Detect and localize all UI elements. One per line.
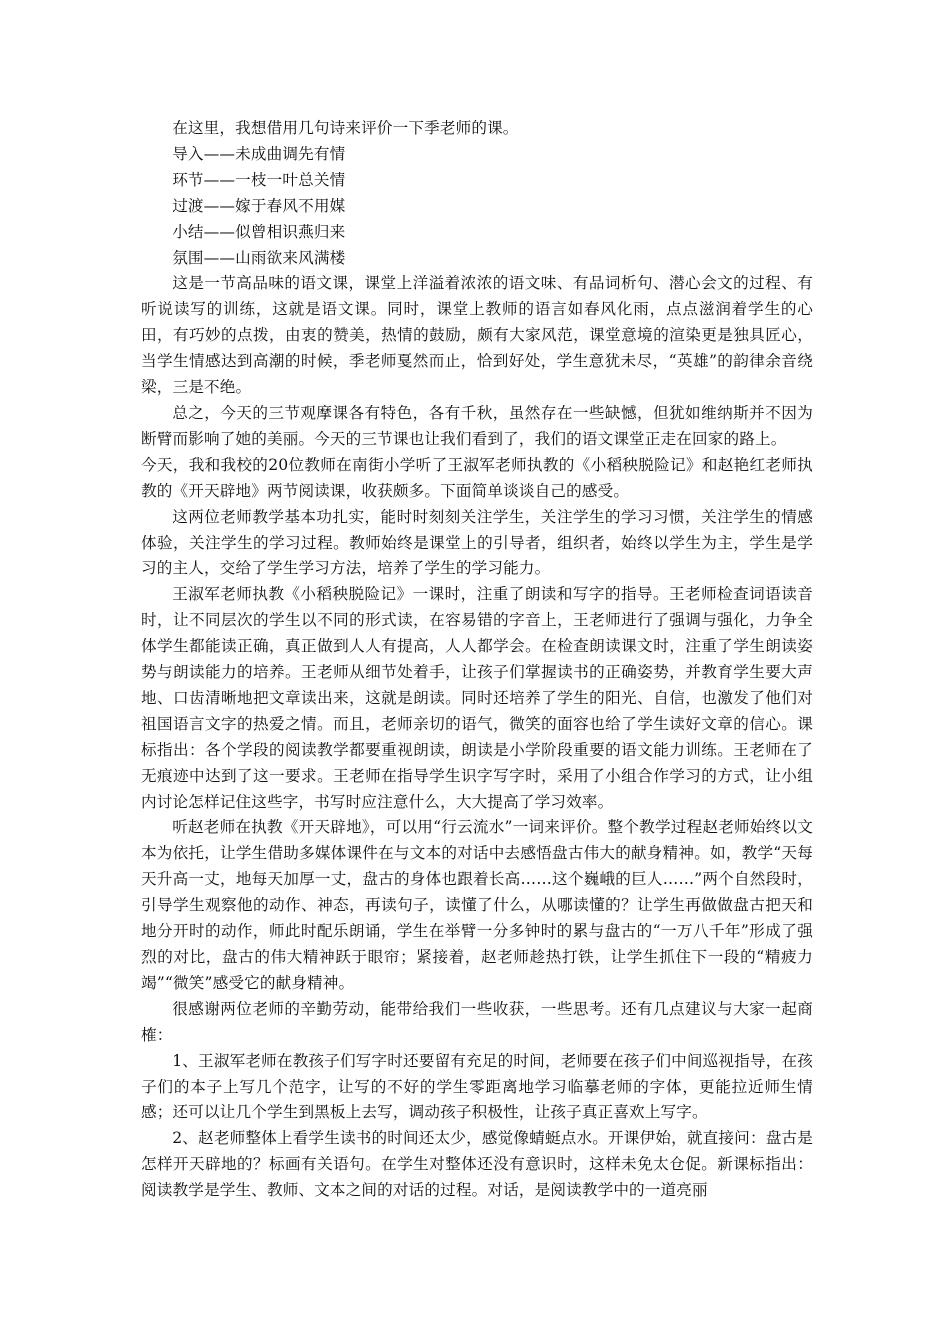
document-page <box>141 116 813 1204</box>
suggestion-item-1: 1、王淑军老师在教孩子们写字时还要留有充足的时间，老师要在孩子们中间巡视指导，在孩子们的本子上写几个范字，让写的不好的学生零距离地学习临摹老师的字体，更能拉近师生情感；还可以让几个学生到黑板上去写，调动孩子积极性，让孩子真正喜欢上写字。 <box>141 1051 813 1122</box>
poem-line-atmosphere: 氛围——山雨欲来风满楼 <box>172 248 346 267</box>
paragraph-teachers-basics: 这两位老师教学基本功扎实，能时时刻刻关注学生，关注学生的学习习惯，关注学生的情感体验，关注学生的学习过程。教师始终是课堂上的引导者，组织者，始终以学生为主，学生是学习的主人，交给了学生学习方法，培养了学生的学习能力。 <box>141 507 813 578</box>
suggestion-item-2: 2、赵老师整体上看学生读书的时间还太少，感觉像蜻蜓点水。开课伊始，就直接问：盘古是怎样开天辟地的？标画有关语句。在学生对整体还没有意识时，这样未免太仓促。新课标指出：阅读教学是学生、教师、文本之间的对话的过程。对话，是阅读教学中的一道亮丽 <box>141 1129 813 1200</box>
paragraph-intro: 在这里，我想借用几句诗来评价一下季老师的课。 <box>172 119 519 137</box>
paragraph-conclusion: 总之，今天的三节观摩课各有特色，各有千秋，虽然存在一些缺憾，但犹如维纳斯并不因为断臂而影响了她的美丽。今天的三节课也让我们看到了，我们的语文课堂正走在回家的路上。 <box>141 403 813 448</box>
paragraph-thanks: 很感谢两位老师的辛勤劳动，能带给我们一些收获，一些思考。还有几点建议与大家一起商榷： <box>141 999 813 1044</box>
poem-line-intro: 导入——未成曲调先有情 <box>172 144 346 163</box>
poem-line-transition: 过渡——嫁于春风不用媒 <box>172 196 346 215</box>
paragraph-today: 今天，我和我校的20位教师在南街小学听了王淑军老师执教的《小稻秧脱险记》和赵艳红老师执教的《开天辟地》两节阅读课，收获颇多。下面简单谈谈自己的感受。 <box>141 455 813 500</box>
paragraph-zhao-teacher: 听赵老师在执教《开天辟地》，可以用“行云流水”一词来评价。整个教学过程赵老师始终以文本为依托，让学生借助多媒体课件在与文本的对话中去感悟盘古伟大的献身精神。如，教学“天每天升高一丈，地每天加厚一丈，盘古的身体也跟着长高……这个巍峨的巨人……”两个自然段时，引导学生观察他的动作、神态，再读句子，读懂了什么，从哪读懂的？让学生再做做盘古把天和地分开时的动作，师此时配乐朗诵，学生在举臂一分多钟时的累与盘古的“一万八千年”形成了强烈的对比，盘古的伟大精神跃于眼帘；紧接着，赵老师趁热打铁，让学生抓住下一段的“精疲力竭”“微笑”感受它的献身精神。 <box>141 818 813 992</box>
poem-line-segments: 环节——一枝一叶总关情 <box>172 170 346 189</box>
paragraph-wang-teacher: 王淑军老师执教《小稻秧脱险记》一课时，注重了朗读和写字的指导。王老师检查词语读音时，让不同层次的学生以不同的形式读，在容易错的字音上，王老师进行了强调与强化，力争全体学生都能读正确，真正做到人人有提高，人人都学会。在检查朗读课文时，注重了学生朗读姿势与朗读能力的培养。王老师从细节处着手，让孩子们掌握读书的正确姿势，并教育学生要大声地、口齿清晰地把文章读出来，这就是朗读。同时还培养了学生的阳光、自信，也激发了他们对祖国语言文字的热爱之情。而且，老师亲切的语气，微笑的面容也给了学生读好文章的信心。课标指出：各个学段的阅读教学都要重视朗读，朗读是小学阶段重要的语文能力训练。王老师在了无痕迹中达到了这一要求。王老师在指导学生识字写字时，采用了小组合作学习的方式，让小组内讨论怎样记住这些字，书写时应注意什么，大大提高了学习效率。 <box>141 585 813 811</box>
poem-line-summary: 小结——似曾相识燕归来 <box>172 222 346 241</box>
paragraph-quality-class: 这是一节高品味的语文课，课堂上洋溢着浓浓的语文味、有品词析句、潜心会文的过程、有听说读写的训练，这就是语文课。同时，课堂上教师的语言如春风化雨，点点滋润着学生的心田，有巧妙的点拨，由衷的赞美，热情的鼓励，颇有大家风范，课堂意境的渲染更是独具匠心，当学生情感达到高潮的时候，季老师戛然而止，恰到好处，学生意犹未尽，“英雄”的韵律余音绕梁，三是不绝。 <box>141 274 813 397</box>
